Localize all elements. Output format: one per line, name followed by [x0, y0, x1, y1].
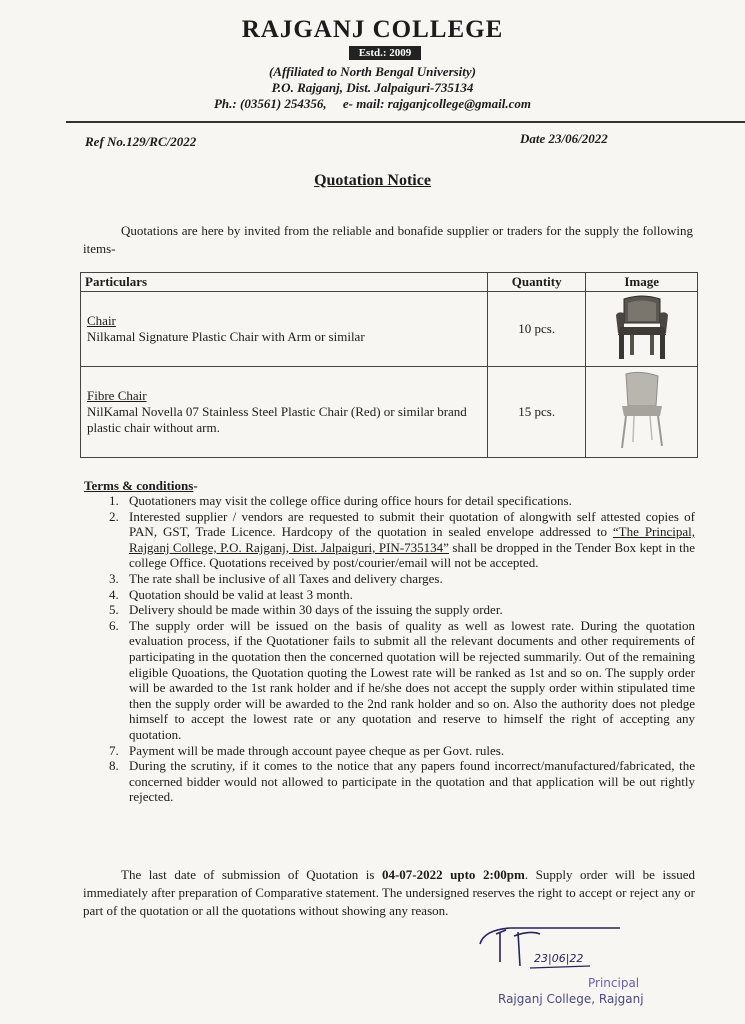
item-name: Fibre Chair	[87, 388, 147, 403]
item-description: NilKamal Novella 07 Stainless Steel Plastic Chair (Red) or similar brand plastic chair without arm.	[87, 404, 467, 435]
fibre-chair-photo-icon	[610, 370, 674, 450]
table-header-row	[81, 273, 698, 292]
college-stamp: Rajganj College, Rajganj	[498, 992, 644, 1006]
image-cell	[586, 292, 698, 367]
list-item: 2. Interested supplier / vendors are requested to submit their quotation of alongwith self attested copies of PAN, GST, Trade Licence. Hardcopy of the quotation in sealed envelope addressed to “The Principal, Rajganj College, P.O. Rajganj, Dist. Jalpaiguri, PIN-735134” shall be dropped in the Tender Box kept in the college Office. Quotations received by post/courier/email will not be accepted.	[109, 508, 695, 571]
contact-line: Ph.: (03561) 254356, e- mail: rajganjcollege@gmail.com	[213, 96, 531, 111]
particulars-cell	[81, 367, 488, 458]
list-item: 7. Payment will be made through account payee cheque as per Govt. rules.	[109, 742, 505, 758]
affiliation-line: (Affiliated to North Bengal University)	[268, 64, 477, 79]
quantity-cell: 15 pcs.	[488, 367, 586, 458]
list-item: 5. Delivery should be made within 30 days of the issuing the supply order.	[109, 602, 503, 618]
items-table	[80, 272, 698, 458]
header-image: Image	[586, 273, 698, 292]
armchair-photo-icon	[610, 293, 674, 361]
address-line: P.O. Rajganj, Dist. Jalpaiguri-735134	[271, 80, 474, 95]
item-description: Nilkamal Signature Plastic Chair with Arm or similar	[87, 329, 365, 344]
header-divider	[66, 121, 745, 123]
notice-title: Quotation Notice	[314, 172, 431, 189]
submission-deadline: 04-07-2022 upto 2:00pm	[381, 867, 525, 882]
table-row	[81, 292, 698, 367]
reference-number: Ref No.129/RC/2022	[85, 134, 197, 149]
header-particulars: Particulars	[81, 273, 488, 292]
list-item: 4. Quotation should be valid at least 3 month.	[109, 586, 353, 602]
table-row	[81, 367, 698, 458]
principal-stamp: Principal	[588, 976, 640, 990]
quantity-cell: 10 pcs.	[488, 292, 586, 367]
signature-date: 23|06|22	[534, 952, 584, 965]
image-cell	[586, 367, 698, 458]
intro-paragraph: Quotations are here by invited from the reliable and bonafide supplier or traders for the supply the following items-	[83, 223, 693, 256]
list-item: 8. During the scrutiny, if it comes to the notice that any papers found incorrect/manufactured/fabricated, the concerned bidder would not allowed to participate in the quotation and that application will be out rightly rejected.	[109, 758, 695, 805]
college-name: RAJGANJ COLLEGE	[241, 16, 504, 43]
header-quantity: Quantity	[488, 273, 586, 292]
estd-badge: Estd.: 2009	[349, 46, 421, 60]
list-item: 1. Quotationers may visit the college office during office hours for detail specifications.	[109, 493, 572, 508]
terms-heading: Terms & conditions-	[84, 478, 198, 493]
notice-date: Date 23/06/2022	[520, 131, 608, 146]
list-item: 6. The supply order will be issued on the basis of quality as well as lowest rate. During the quotation evaluation process, if the Quotationer fails to submit all the relevant documents and other requirements of participating in the quotation then the concerned quotation will be rejected summarily. Out of the remaining eligible Quoations, the Quotation quoting the Lowest rate will be ranked as 1st and so on. The supply order will be awarded to the 1st rank holder and if he/she does not accept the supply order within stipulated time then the supply order will be awarded to the 2nd rank holder and so on. Also the authority does not pledge himself to accept the lowest rate or any quotation and reserve to himself the right of accepting any quotation.	[109, 617, 695, 742]
principal-address: “The Principal, Rajganj College, P.O. Rajganj, Dist. Jalpaiguri, PIN-735134”	[129, 524, 695, 555]
particulars-cell	[81, 292, 488, 367]
closing-paragraph: The last date of submission of Quotation is 04-07-2022 upto 2:00pm. Supply order will be issued immediately after preparation of Comparative statement. The undersigned reserves the right to accept or reject any or part of the quotation or all the quotations without showing any reason.	[83, 867, 695, 918]
list-item: 3. The rate shall be inclusive of all Taxes and delivery charges.	[109, 570, 443, 586]
terms-list	[83, 493, 695, 805]
item-name: Chair	[87, 313, 116, 328]
